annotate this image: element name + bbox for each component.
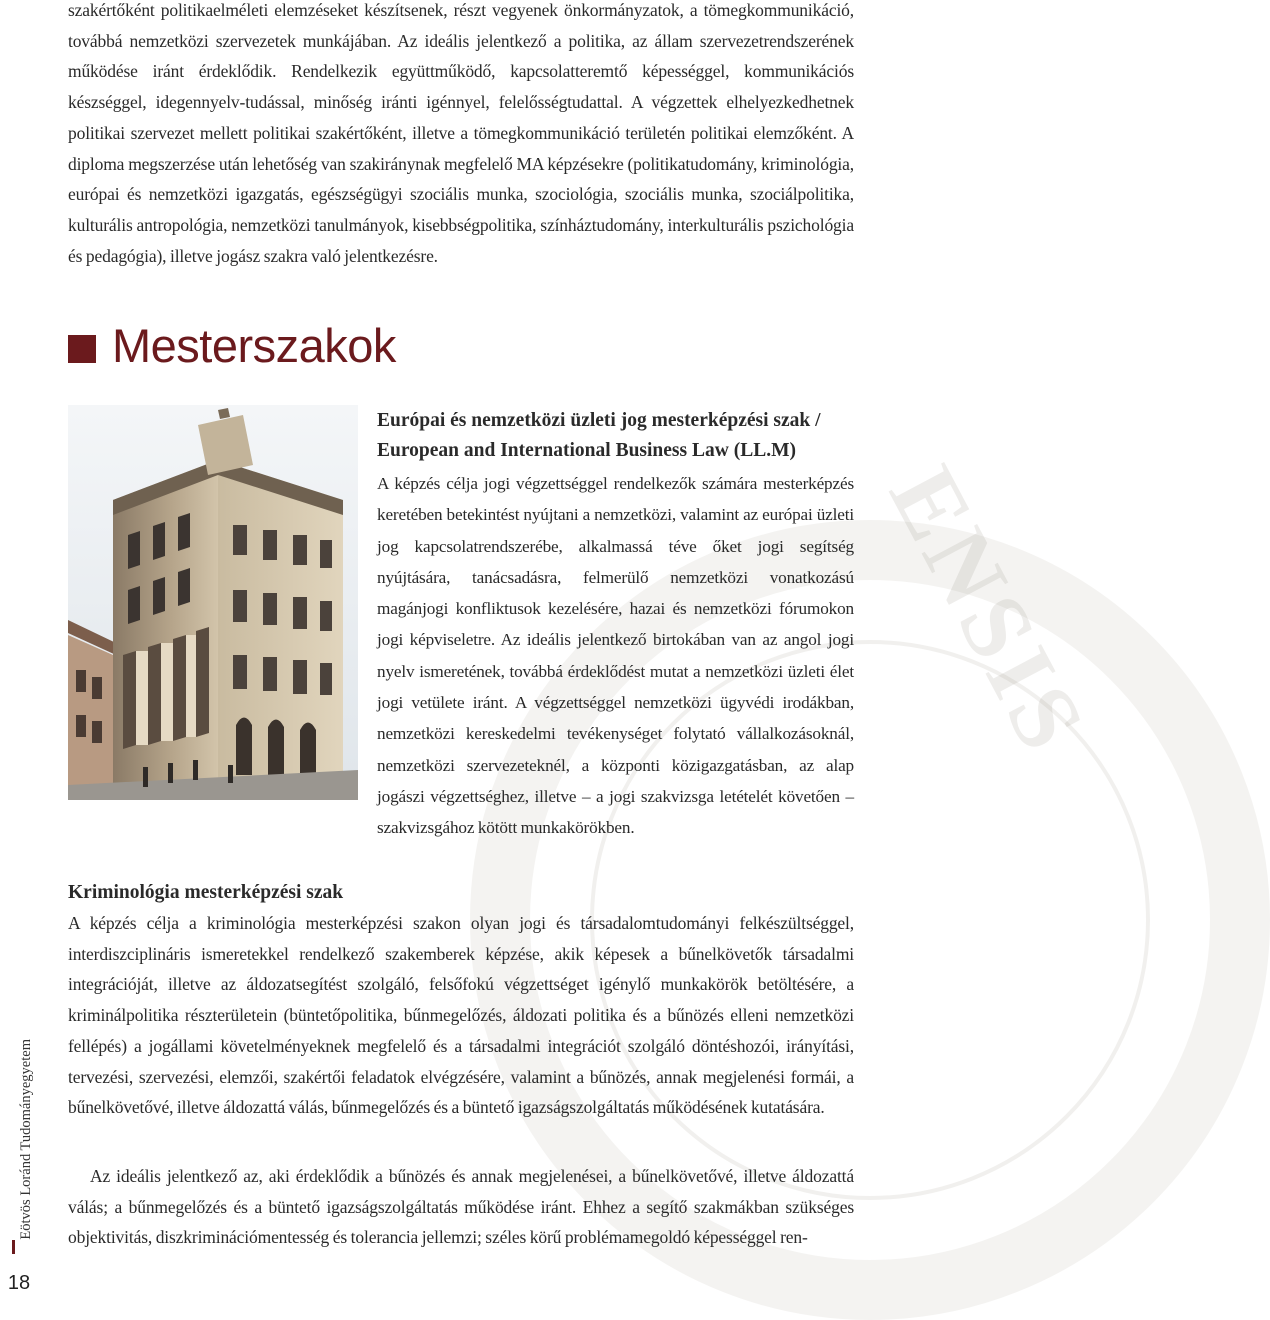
- square-bullet-icon: [68, 335, 96, 363]
- program-2-paragraph-1: A képzés célja a kriminológia mesterképzési szakon olyan jogi és társadalomtudományi felkészültséggel, interdiszciplináris ismeretekkel rendelkező szakemberek képzése, akik képesek a bűnelkövetők társadalmi integrációját, illetve az áldozatsegítést szolgáló, felsőfokú végzettséget igénylő munkakörök betöltésére, a kriminálpolitika részterületein (büntetőpolitika, bűnmegelőzés, áldozati politika és a bűnözés elleni nemzetközi fellépés) a jogállami követelményeknek megfelelő és a társadalmi integrációt szolgáló döntéshozói, irányítási, tervezési, szervezési, elemzői, szakértői feladatok elvégzésére, valamint a bűnözés, annak megjelenési formái, a bűnelkövetővé, illetve áldozattá válás, bűnmegelőzés és a büntető igazságszolgáltatás működésének kutatására.: [68, 913, 854, 1118]
- program-2-paragraph-2: Az ideális jelentkező az, aki érdeklődik a bűnözés és annak megjelenései, a bűnelkövetővé, illetve áldozattá válás; a bűnmegelőzés és a büntető igazságszolgáltatás működése iránt. Ehhez a segítő szakmákban szükséges objektivitás, diszkriminációmentesség és tolerancia jellemzi; széles körű problémamegoldó képességgel ren-: [68, 1166, 854, 1248]
- building-photo: [68, 405, 358, 800]
- page-number: 18: [7, 1272, 31, 1294]
- building-illustration: [68, 405, 358, 800]
- university-side-label: [15, 1030, 37, 1248]
- intro-paragraph: szakértőként politikaelméleti elemzéseket készítsenek, részt vegyenek önkormányzatok, a tömegkommunikáció, továbbá nemzetközi szervezetek munkájában. Az ideális jelentkező a politika, az állam szervezetrendszerének működése iránt érdeklődik. Rendelkezik együttműködő, kapcsolatteremtő képességgel, kommunikációs készséggel, idegennyelv-tudással, minőség iránti igénnyel, felelősségtudattal. A végzettek elhelyezkedhetnek politikai szervezet mellett politikai szakértőként, illetve a tömegkommunikáció területén politikai elemzőként. A diploma megszerzése után lehetőség van szakiránynak megfelelő MA képzésekre (politikatudomány, kriminológia, európai és nemzetközi igazgatás, egészségügyi szociális munka, szociológia, szociális munka, szociálpolitika, kulturális antropológia, nemzetközi tanulmányok, kisebbségpolitika, színháztudomány, interkulturális pszichológia és pedagógia), illetve jogász szakra való jelentkezésre.: [68, 0, 854, 266]
- accent-bar: [12, 1240, 15, 1254]
- program-2-title: Kriminológia mesterképzési szak: [68, 882, 344, 903]
- section-heading: [68, 318, 396, 373]
- section-heading-text: Mesterszakok: [112, 319, 396, 372]
- university-name: Eötvös Loránd Tudományegyetem: [17, 1038, 34, 1240]
- program-1-paragraph: A képzés célja jogi végzettséggel rendelkezők számára mesterképzés keretében betekintést nyújtani a nemzetközi, valamint az európai üzleti jog kapcsolatrendszerébe, alkalmassá téve őket jogi segítség nyújtására, tanácsadásra, felmerülő nemzetközi vonatkozású magánjogi konfliktusok kezelésére, hazai és nemzetközi fórumokon jogi képviseletre. Az ideális jelentkező birtokában van az angol jogi nyelv ismeretének, továbbá érdeklődést mutat a nemzetközi üzleti élet jogi vetülete iránt. A végzettséggel nemzetközi ügyvédi irodákban, nemzetközi kereskedelmi tevékenységet folytató vállalkozásoknál, nemzetközi szervezeteknél, a központi közigazgatásban, az alap jogászi végzettséghez, illetve – a jogi szakvizsga letételét követően – szakvizsgához kötött munkakörökben.: [377, 474, 854, 838]
- watermark-text: ENSIS: [869, 449, 1109, 772]
- program-1-title: Európai és nemzetközi üzleti jog mesterképzési szak / European and International Business Law (LL.M): [377, 410, 821, 461]
